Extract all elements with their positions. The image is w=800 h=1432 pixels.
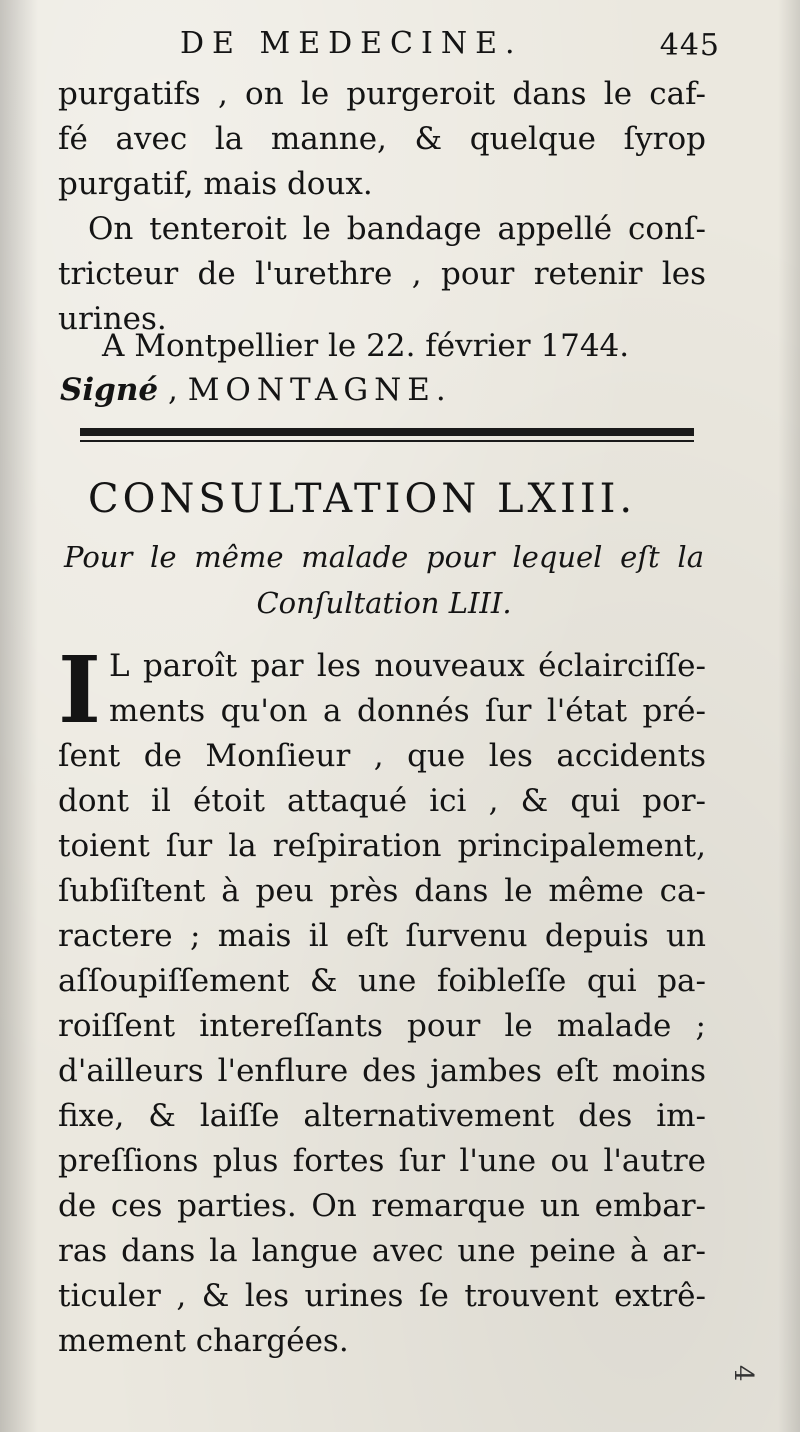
text-line: ſent de Monſieur , que les accidents [58, 738, 706, 774]
signature-comma: , [167, 372, 188, 408]
text-line: ras dans la langue avec une peine à ar- [58, 1233, 706, 1269]
text-line: de ces parties. On remarque un embar- [58, 1188, 706, 1224]
text-line: dont il étoit attaqué ici , & qui por- [58, 783, 706, 819]
continued-text [58, 72, 706, 342]
text-line: urines. [58, 301, 167, 337]
text-line: toient ſur la reſpiration principalement, [58, 828, 706, 864]
text-line: On tenteroit le bandage appellé conſ- [88, 211, 706, 247]
text-line: roiſſent intereſſants pour le malade ; [58, 1008, 706, 1044]
text-line: ſubſiſtent à peu près dans le même ca- [58, 873, 706, 909]
drop-capital: I [58, 644, 102, 734]
divider-thin-rule [80, 440, 694, 442]
place-date-line: A Montpellier le 22. février 1744. [102, 328, 630, 364]
text-line: ments qu'on a donnés ſur l'état pré- [109, 693, 706, 729]
page-number: 445 [659, 28, 720, 63]
consultation-body [58, 644, 706, 1364]
consultation-heading: CONSULTATION LXIII. [88, 476, 637, 522]
opening-lines [58, 644, 706, 734]
text-line: ticuler , & les urines ſe trouvent extrê- [58, 1278, 706, 1314]
divider-thick-rule [80, 428, 694, 436]
text-line: mement chargées. [58, 1323, 349, 1359]
subtitle-line: Pour le même malade pour lequel eſt la [64, 540, 704, 574]
section-divider [80, 428, 694, 446]
text-line: fixe, & laiſſe alternativement des im- [58, 1098, 706, 1134]
margin-mark: 4 [728, 1365, 758, 1382]
subtitle-line: Conſultation LIII. [256, 586, 512, 620]
text-line: preſſions plus fortes ſur l'une ou l'autre [58, 1143, 706, 1179]
text-line: aſſoupiſſement & une foibleſſe qui pa- [58, 963, 706, 999]
text-line: tricteur de l'urethre , pour retenir les [58, 256, 706, 292]
signature-line [60, 372, 452, 408]
text-line: purgatifs , on le purgeroit dans le caf- [58, 76, 706, 112]
consultation-subtitle [64, 534, 704, 626]
signed-label: Signé [60, 372, 159, 408]
text-line: fé avec la manne, & quelque ſyrop [58, 121, 706, 157]
signatory-name: MONTAGNE. [187, 372, 452, 408]
running-head: DE MEDECINE. [180, 26, 523, 61]
text-line: L paroît par les nouveaux éclairciſſe- [109, 648, 706, 684]
text-line: d'ailleurs l'enflure des jambes eſt moins [58, 1053, 706, 1089]
text-line: purgatif, mais doux. [58, 166, 373, 202]
text-line: ractere ; mais il eſt ſurvenu depuis un [58, 918, 706, 954]
